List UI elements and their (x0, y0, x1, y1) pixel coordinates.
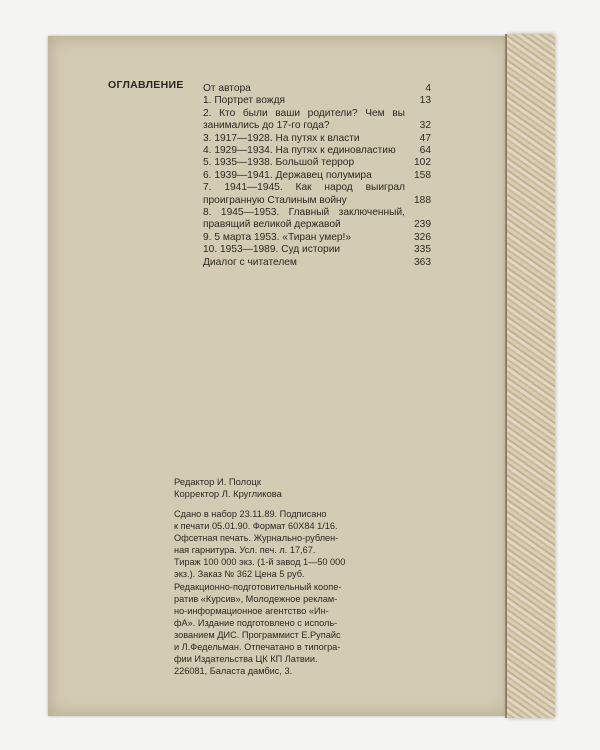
toc-entry (203, 182, 431, 207)
toc-entry (203, 83, 431, 95)
imprint-block (174, 508, 372, 677)
toc-entry-title: 9. 5 марта 1953. «Тиран умер!» (203, 231, 352, 243)
imprint-line: зованием ДИС. Программист Е.Рупайс (174, 629, 341, 640)
toc-entry (203, 133, 431, 145)
toc-entry-page: 188 (414, 194, 431, 206)
toc-entry (203, 244, 431, 256)
toc-entry-title: От автора (203, 83, 251, 94)
toc-entry-title: 1. Портрет вождя (203, 95, 286, 107)
toc-entry (203, 257, 431, 269)
toc-entry-title: 2. Кто были ваши родители? Чем вы занимались до 17-го года? (203, 107, 405, 132)
toc-entry (203, 95, 431, 107)
toc-entry-page: 47 (419, 132, 431, 144)
toc-entry-title: 7. 1941—1945. Как народ выиграл проигранную Сталиным войну (203, 182, 405, 206)
toc-entry-title: 10. 1953—1989. Суд истории (203, 244, 341, 256)
imprint-line: Редакционно-подготовительный коопе- (174, 581, 342, 592)
credits-block (174, 476, 282, 500)
toc-entry-page: 363 (414, 256, 431, 268)
imprint-line: ратив «Курсив», Молодежное реклам- (174, 593, 338, 604)
imprint-line: Тираж 100 000 экз. (1-й завод 1—50 000 (174, 557, 346, 568)
table-of-contents (203, 83, 431, 269)
toc-entry-page: 13 (419, 95, 431, 107)
toc-entry-title: 5. 1935—1938. Большой террор (203, 157, 355, 169)
toc-entry (203, 108, 431, 133)
toc-entry-page: 326 (414, 231, 431, 243)
toc-entry (203, 207, 431, 232)
toc-entry-title: 6. 1939—1941. Державец полумира (203, 169, 372, 181)
imprint-line: фА». Издание подготовлено с исполь- (174, 617, 338, 628)
imprint-line: и Л.Федельман. Отпечатано в типогра- (174, 642, 341, 653)
toc-entry-title: 3. 1917—1928. На путях к власти (203, 132, 360, 144)
toc-entry-page: 4 (425, 83, 431, 94)
toc-entry-page: 335 (414, 244, 431, 256)
toc-entry (203, 232, 431, 244)
imprint-line: но-информационное агентство «Ин- (174, 605, 329, 616)
corrector-credit: Корректор Л. Кругликова (174, 488, 282, 499)
toc-entry-page: 239 (414, 219, 431, 231)
toc-entry-title: 4. 1929—1934. На путях к единовластию (203, 145, 396, 157)
imprint-line: Сдано в набор 23.11.89. Подписано (174, 509, 327, 519)
toc-entry-page: 32 (419, 120, 431, 132)
toc-heading: ОГЛАВЛЕНИЕ (108, 79, 184, 91)
toc-entry-page: 64 (419, 145, 431, 157)
toc-entry (203, 157, 431, 169)
toc-entry-title: Диалог с читателем (203, 256, 297, 268)
imprint-line: фии Издательства ЦК КП Латвии. (174, 654, 318, 665)
toc-entry-page: 158 (414, 169, 431, 181)
toc-entry (203, 170, 431, 182)
imprint-line: ная гарнитура. Усл. печ. л. 17,67. (174, 545, 316, 556)
toc-entry-page: 102 (414, 157, 431, 169)
toc-entry (203, 145, 431, 157)
imprint-line: экз.). Заказ № 362 Цена 5 руб. (174, 569, 305, 580)
imprint-line: Офсетная печать. Журнально-рублен- (174, 533, 339, 544)
toc-entry-title: 8. 1945—1953. Главный заключенный, правящий великой державой (203, 207, 405, 231)
book-cover (507, 34, 555, 718)
editor-credit: Редактор И. Полоцк (174, 476, 261, 487)
imprint-line: 226081, Баласта дамбис, 3. (174, 666, 293, 677)
imprint-line: к печати 05.01.90. Формат 60Х84 1/16. (174, 521, 338, 532)
